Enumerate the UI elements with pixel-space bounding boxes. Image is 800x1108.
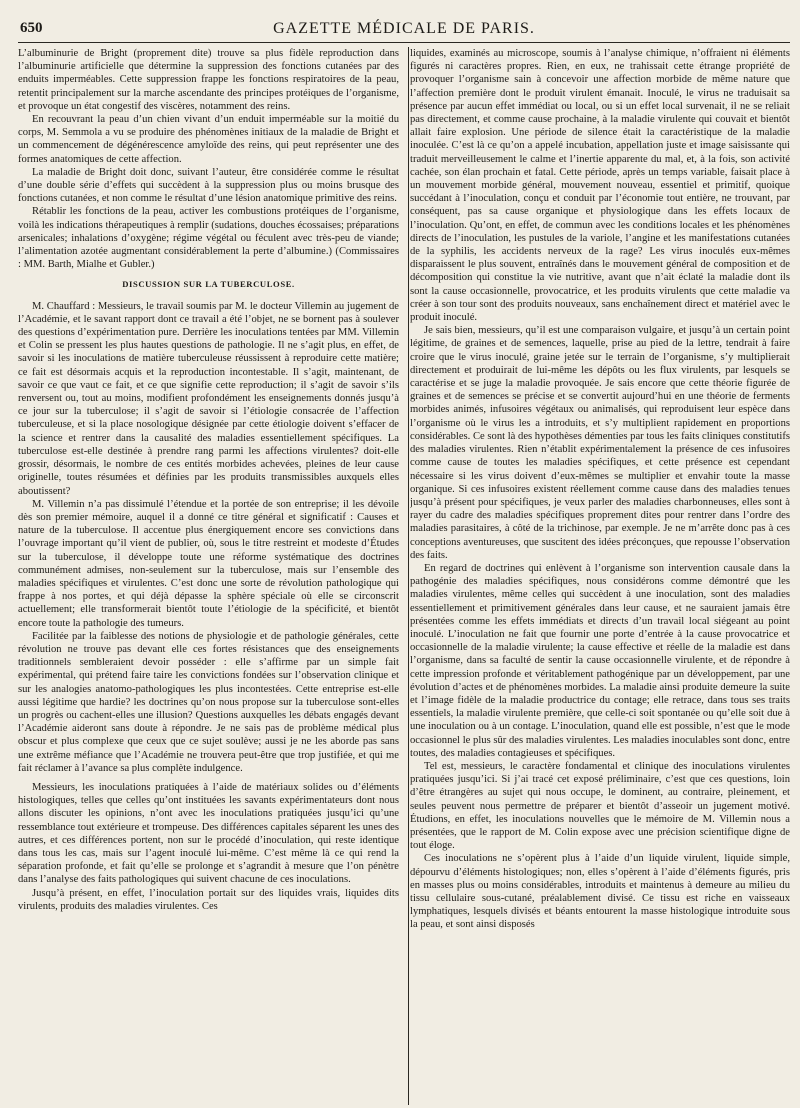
paragraph: La maladie de Bright doit donc, suivant l’auteur, être considérée comme le résultat d’une double série d’effets qui succèdent à la suppression plus ou moins brusque des fonctions cutanées, et non comme le résultat d’une lésion anatomique primitive des reins.	[18, 166, 399, 205]
right-column	[410, 47, 790, 1105]
section-heading: DISCUSSION SUR LA TUBERCULOSE.	[122, 279, 295, 290]
paragraph: liquides, examinés au microscope, soumis à l’analyse chimique, n’offraient ni éléments figurés ni caractères propres. Rien, en eux, ne trahissait cette étrange propriété de provoquer l’organisme sain à concevoir une affection morbide de même nature que l’affection première dont le produit virulent émanait. Inoculé, le virus ne traduisait sa présence par aucun effet immédiat ou local, ou si un effet local survenait, il ne se reliait pas directement, et comme cause prochaine, à la maladie virulente qui couvait et bientôt allait faire explosion. Une période de silence était la caractéristique de la maladie inoculée. C’est là ce qu’on a appelé incubation, appellation juste et image saisissante qui traduit merveilleusement le calme et l’inertie apparente du mal, et, à la fois, son activité cachée, son élan prochain et fatal. Cette période, après un temps variable, faisait place à un mouvement morbide général, mouvement nouveau, essentiel et primitif, quoique succédant à l’inoculation, conçu et conduit par l’économie tout entière, ne trouvant, par conséquent, pas sa cause organique et physiologique dans les effets locaux de l’inoculation. Qu’ont, en effet, de commun avec les conditions locales et les phénomènes directs de l’inoculation, les pustules de la variole, l’angine et les manifestations cutanées de la syphilis, les accidents nerveux de la rage? Les virus inoculés eux-mêmes disparaissent le plus souvent, entraînés dans le mouvement général de composition et de décomposition qui constitue la vie nutritive, avant que n’ait éclaté la maladie dont ils sont la cause occasionnelle, provocatrice, et les produits virulents que cette maladie va créer à son tour sont des produits nouveaux, sans enchaînement direct et matériel avec le produit inoculé.	[410, 48, 790, 324]
paragraph: Je sais bien, messieurs, qu’il est une comparaison vulgaire, et jusqu’à un certain point légitime, de graines et de semences, laquelle, prise au pied de la lettre, tendrait à faire croire que le virus inoculé, graine jetée sur le terrain de l’organisme, s’y multiplierait directement et produirait de lui-même les dépôts ou les flux virulents, par lesquels se caractérise et se juge la maladie provoquée. Je sais encore que cette théorie figurée de graines et de semences se précise et se convertit aujourd’hui en une théorie de ferments morbides animés, infusoires végétaux ou animalisés, qui reproduisent leur espèce dans l’organisme où le virus les a introduits, et s’y multiplient rapidement en proportions considérables. Ce sont là des hypothèses démenties par tous les faits cliniques constitutifs des maladies virulentes. Rien n’établit expérimentalement la présence de ces infusoires comme cause de toutes les maladies spécifiques, et cette présence est cependant nécessaire si les virus doivent d’eux-mêmes se multiplier et envahir toute la masse organique. Si ces infusoires existent réellement comme cause dans des maladies tenues jusqu’à présent pour spécifiques, je veux parler des maladies charbonneuses, elles sont à rayer du cadre des maladies spécifiques proprement dites pour rentrer dans l’ordre des maladies parasitaires, à côté de la trichinose, par exemple. Je ne m’arrête donc pas à ces conceptions aventureuses, que suscitent des idées préconçues, que repousse l’observation des faits.	[410, 325, 790, 561]
paragraph: Rétablir les fonctions de la peau, activer les combustions protéiques de l’organisme, voilà les indications thérapeutiques à remplir (sudations, douches écossaises; préparations arsenicales; inhalations d’oxygène; régime végétal ou féculent avec très-peu de viande; l’alimentation azotée augmentant considérablement la perte d’albumine.) (Commissaires : MM. Barth, Mialhe et Gubler.)	[18, 206, 399, 271]
paragraph: En regard de doctrines qui enlèvent à l’organisme son intervention causale dans la pathogénie des maladies spécifiques, nous considérons comme démontré que les maladies virulentes, même celles qui succèdent à une inoculation, sont des maladies essentiellement et primitivement générales dans leur cause, et ne sauraient jamais être présentées comme les effets immédiats et directs d’un travail local siégeant au point inoculé. L’inoculation ne fait que fournir une porte d’entrée à la cause provocatrice et occasionnelle de la maladie virulente; la cause effective et réelle de la maladie est dans l’organisme, dans sa faculté de sentir la cause occasionnelle virulente, et de répondre à cette impression profonde et véritablement pathogénique par un développement, par une évolution d’actes et de phénomènes morbides. La maladie ainsi produite demeure la suite et l’image fidèle de la maladie productrice du contage; elle retrace, dans tous ses traits essentiels, la maladie virulente première, que celle-ci soit spontanée ou qu’elle soit due à une inoculation ou à un contage. L’inoculation, quand elle est possible, n’est que le mode occasionnel le plus sûr des maladies virulentes. Les maladies inoculables sont donc, entre toutes, des maladies contagieuses et spécifiques.	[410, 562, 790, 759]
paragraph: M. Chauffard : Messieurs, le travail soumis par M. le docteur Villemin au jugement de l’Académie, et le savant rapport dont ce travail a été l’objet, ne se bornent pas à soulever des questions d’expérimentation pure. Derrière les inoculations tentées par MM. Villemin et Colin se pressent les plus hautes questions de pathologie. Il ne s’agit plus, en effet, de savoir si les inoculations de matière tuberculeuse réussissent à reproduire cette matière; ce fait est désormais acquis et la reproduction incontestable. Il s’agit, maintenant, de savoir ce que vaut ce fait, et ce que signifie cette reproduction; il s’agit de savoir s’ils renversent ou, tout au moins, modifient profondément les enseignements donnés jusqu’à ce jour sur la tuberculose; il s’agit de savoir si l’étiologie consacrée de l’affection tuberculeuse, et si la place nosologique désignée par cette étiologie doivent s’effacer de la science et rentrer dans la causalité des maladies essentiellement spécifiques. La tuberculose est-elle destinée à prendre rang parmi les affections virulentes? doit-elle grossir, désormais, le nombre de ces entités morbides achevées, pleines de leur cause originelle, toutes résumées et définies par les produits transmissibles auxquels elles aboutissent?	[18, 300, 399, 497]
left-column	[18, 47, 399, 1105]
column-divider	[408, 47, 409, 1105]
paragraph: Jusqu’à présent, en effet, l’inoculation portait sur des liquides vrais, liquides dits virulents, produits des maladies virulentes. Ces	[18, 887, 399, 912]
paragraph: M. Villemin n’a pas dissimulé l’étendue et la portée de son entreprise; il les dévoile dès son premier mémoire, auquel il a donné ce titre général et significatif : Causes et nature de la tuberculose. Il accentue plus énergiquement encore ses convictions dans l’ouvrage important qu’il vient de publier, où, sous le titre restreint et modeste d’Études sur la tuberculose, il développe toute une réforme systématique des doctrines communément admises, non-seulement sur la tuberculose, mais sur l’ensemble des maladies spécifiques et virulentes. C’est donc une sorte de révolution pathologique qui frappe à nos portes, et qui déjà dépasse la sphère spéciale où elle se circonscrit actuellement; elle transformerait bientôt toute l’étiologie de la spécificité, et bientôt encore toute la pathologie des tumeurs.	[18, 498, 399, 629]
paragraph: Tel est, messieurs, le caractère fondamental et clinique des inoculations virulentes pratiquées jusqu’ici. Si j’ai tracé cet exposé préliminaire, c’est que ces questions, loin d’être étrangères au sujet qui nous occupe, le dominent, au contraire, pleinement, et seules peuvent nous permettre de préparer et bientôt d’asseoir un jugement motivé. Étudions, en effet, les inoculations nouvelles que le mémoire de M. Villemin nous a présentées, que le rapport de M. Colin expose avec une précision scientifique digne de tout éloge.	[410, 760, 790, 852]
paragraph: Ces inoculations ne s’opèrent plus à l’aide d’un liquide virulent, liquide simple, dépourvu d’éléments histologiques; non, elles s’opèrent à l’aide d’éléments figurés, pris en masses plus ou moins considérables, introduits et maintenus à demeure au milieu du tissu cellulaire sous-cutané, préalablement divisé. Ce tissu est riche en vaisseaux lymphatiques, lesquels divisés et béants entourent la masse histologique introduite sous la peau, et sont ainsi disposés	[410, 853, 790, 931]
page-number: 650	[20, 20, 43, 36]
columns	[18, 47, 790, 1105]
paragraph: Messieurs, les inoculations pratiquées à l’aide de matériaux solides ou d’éléments histologiques, telles que celles qu’ont instituées les savants expérimentateurs dont nous allons discuter les opinions, n’ont avec les inoculations pratiquées jusqu’ici qu’une ressemblance tout extérieure et trompeuse. Des différences capitales séparent les unes des autres, et ces différences portent, non sur le procédé d’inoculation, qui reste identique dans tous les cas, mais sur l’agent inoculé lui-même. C’est même là ce qui rend la séparation profonde, et fait qu’elle se prolonge et s’agrandit à mesure que l’on pénètre dans l’analyse des faits pathologiques qui suivent chacune de ces inoculations.	[18, 781, 399, 886]
journal-title: GAZETTE MÉDICALE DE PARIS.	[273, 20, 535, 37]
paragraph: Facilitée par la faiblesse des notions de physiologie et de pathologie générales, cette révolution ne trouve pas devant elle ces fortes résistances que des enseignements traditionnels sembleraient devoir posséder : elle s’affirme par un simple fait expérimental, qui prétend faire taire les convictions fondées sur l’observation clinique et sur les analogies anatomo-pathologiques les plus incontestées. Cette entreprise est-elle aussi légitime que hardie? les doctrines qu’on nous propose sur la tuberculose sont-elles un progrès ou cachent-elles une illusion? Questions auxquelles les débats engagés devant l’Académie aideront sans doute à répondre. Je ne sais pas de problème médical plus obscur et plus complexe que ceux que ce sujet soulève; aussi je ne les aborde pas sans une extrême méfiance que l’Académie ne trouvera peut-être que trop justifiée, et qui me fait réclamer à l’avance sa plus complète indulgence.	[18, 630, 399, 774]
paragraph: En recouvrant la peau d’un chien vivant d’un enduit imperméable sur la moitié du corps, M. Semmola a vu se produire des phénomènes initiaux de la maladie de Bright et un commencement de dégénérescence amyloïde des reins, qui peut représenter une des formes anatomiques de cette affection.	[18, 114, 399, 165]
paragraph: L’albuminurie de Bright (proprement dite) trouve sa plus fidèle reproduction dans l’albuminurie artificielle que détermine la suppression des fonctions cutanées par des enduits imperméables. Cette suppression frappe les fonctions respiratoires de la peau, retentit principalement sur la marche ascendante des principes protéiques de l’organisme, et provoque un état congestif des viscères, notamment des reins.	[18, 48, 399, 112]
page-header	[18, 18, 790, 43]
